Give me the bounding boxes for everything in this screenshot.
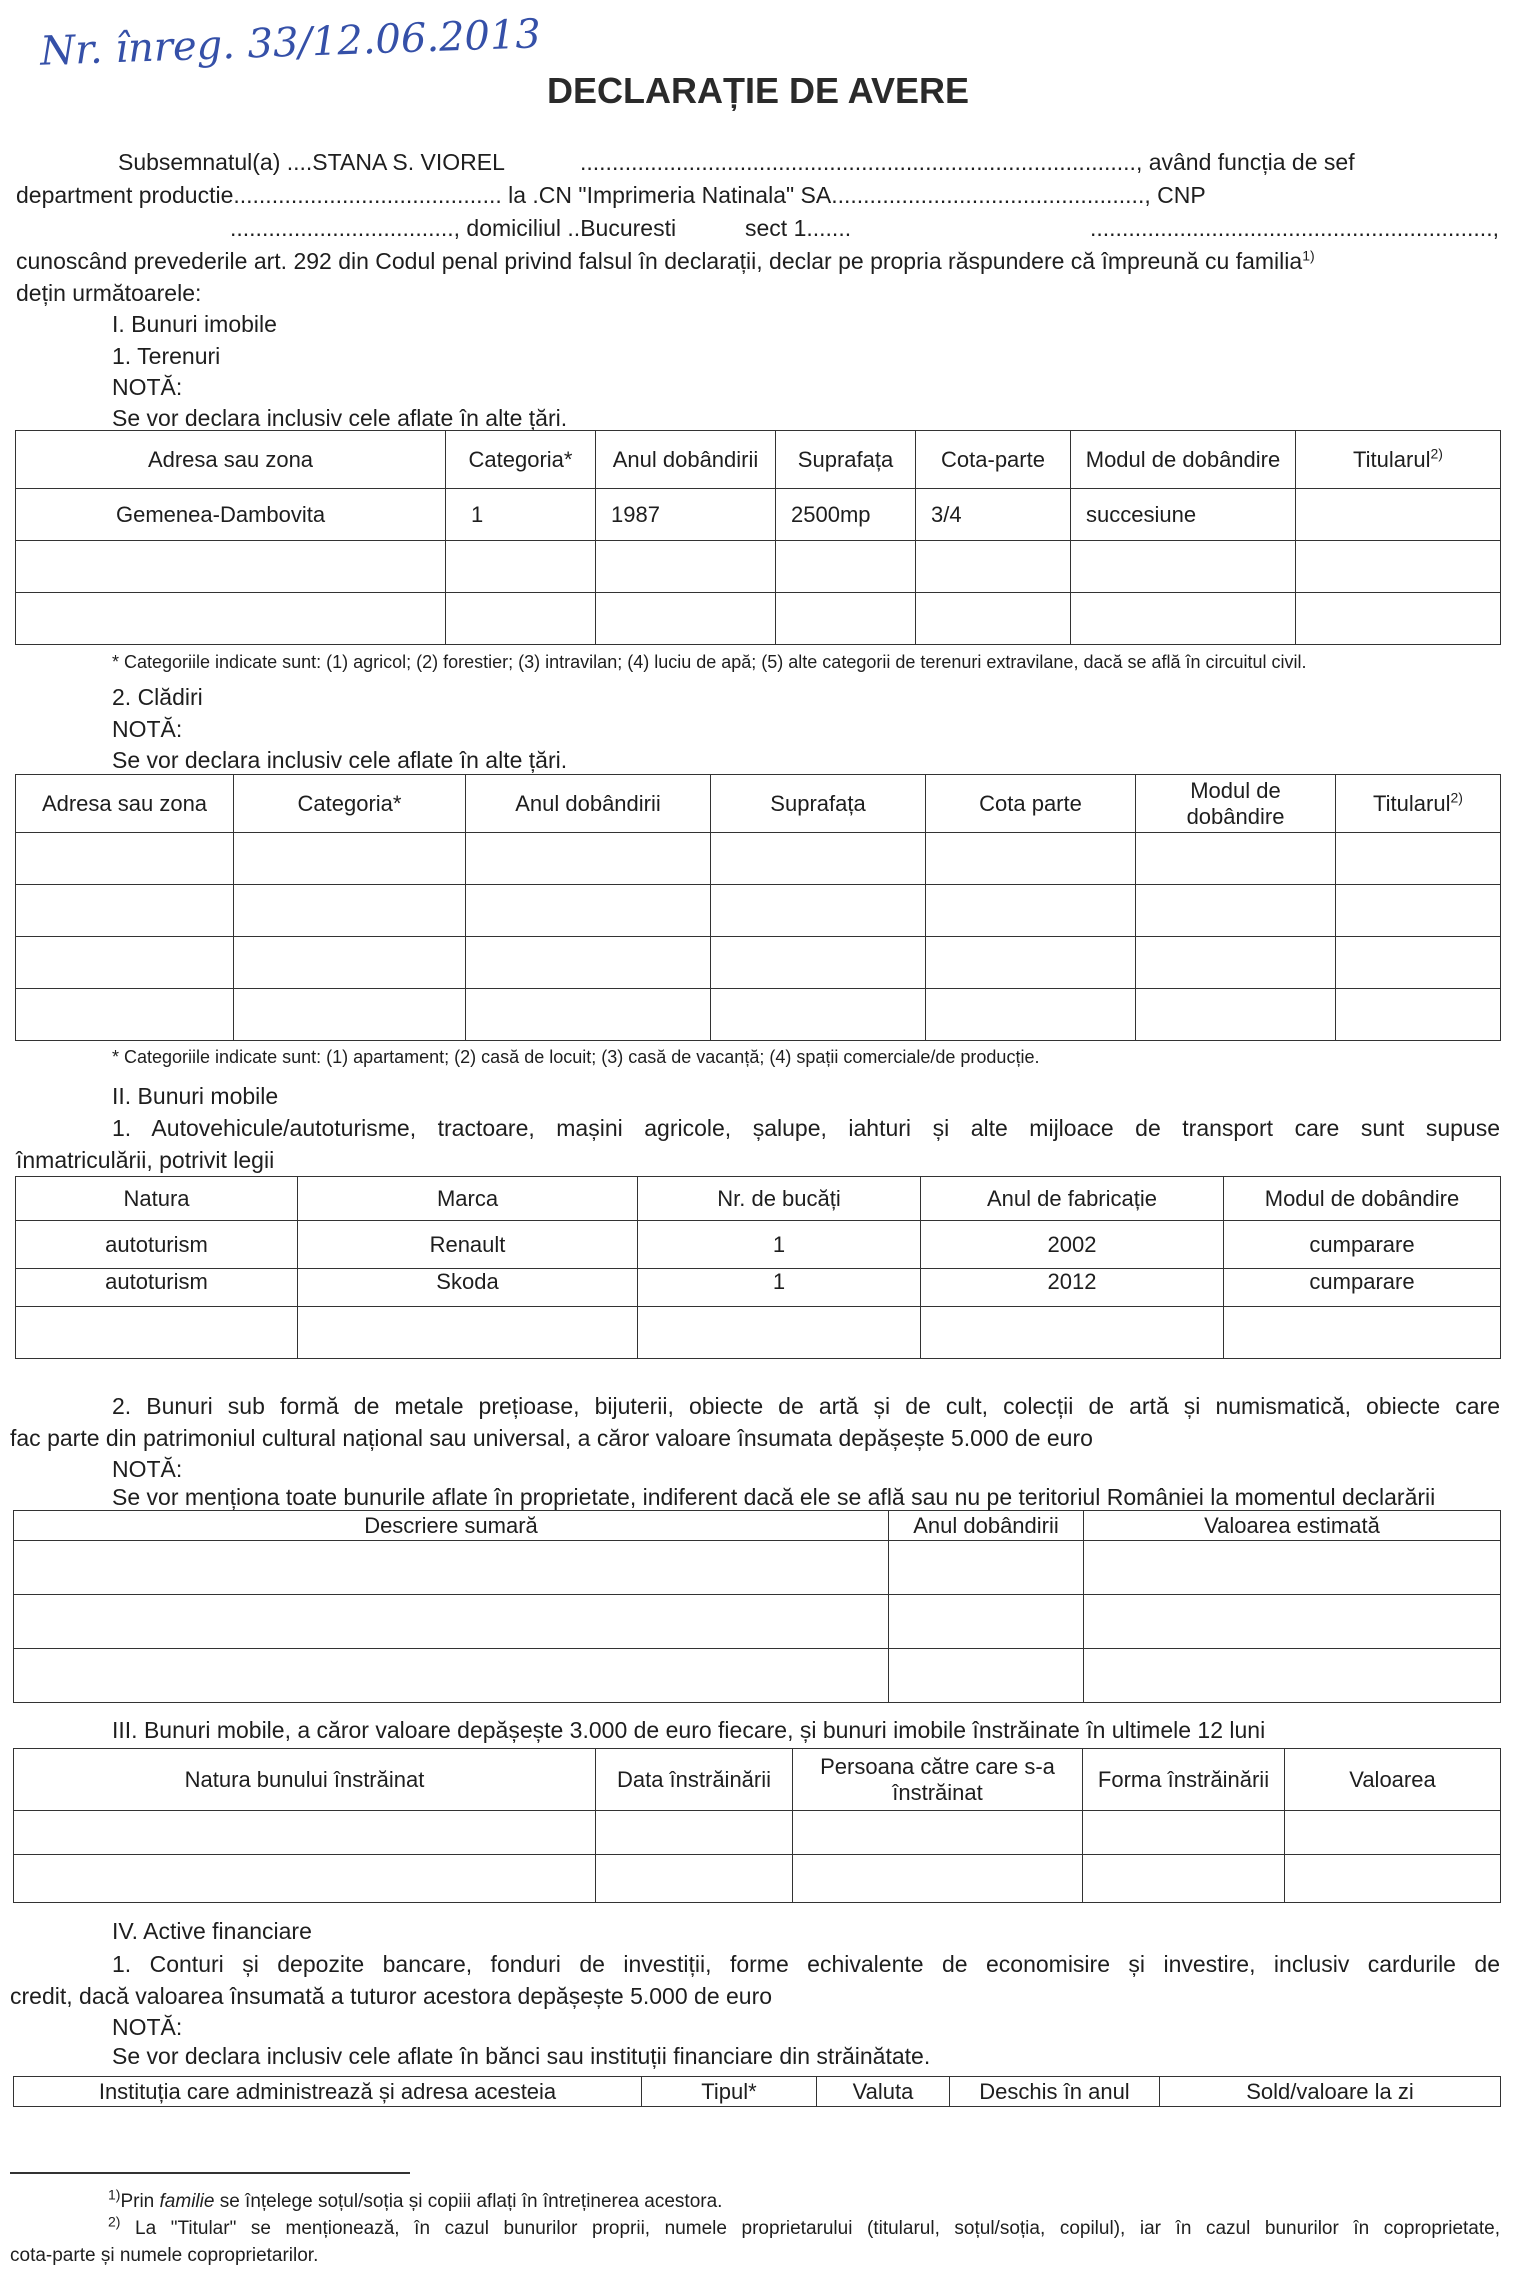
intro-line1-left: Subsemnatul(a) ....STANA S. VIOREL — [118, 149, 505, 175]
buildings-col-holder-text: Titularul — [1373, 790, 1451, 816]
buildings-col-mode: Modul de dobândire — [1136, 775, 1336, 833]
section1-nota-text: Se vor declara inclusiv cele aflate în alte țări. — [112, 405, 568, 431]
vehicles-cell: cumparare — [1224, 1221, 1501, 1269]
vehicles-cell: 2012 — [921, 1269, 1224, 1307]
intro-line1-right: ......................................................................................., având funcția de sef — [580, 149, 1355, 175]
alienated-col-person: Persoana către care s-a înstrăinat — [793, 1749, 1083, 1811]
vehicles-table-header — [16, 1177, 1501, 1221]
valuables-table-header — [14, 1511, 1501, 1541]
section2-sub1-line1: 1. Autovehicule/autoturisme, tractoare, mașini agricole, șalupe, iahturi și alte mijloace de transport care sunt supuse — [112, 1115, 1500, 1141]
intro-line4-sup: 1) — [1302, 247, 1315, 264]
section1-sub1: 1. Terenuri — [112, 343, 221, 369]
footnote-1-em: familie — [159, 2191, 215, 2212]
accounts-table — [13, 2076, 1501, 2107]
accounts-col-type: Tipul* — [642, 2077, 817, 2107]
land-row-empty — [16, 593, 1501, 645]
alienated-table — [13, 1748, 1501, 1903]
accounts-table-header — [14, 2077, 1501, 2107]
buildings-row-empty — [16, 989, 1501, 1041]
vehicles-cell: cumparare — [1224, 1269, 1501, 1307]
land-col-year: Anul dobândirii — [596, 431, 776, 489]
section1-nota2-text: Se vor declara inclusiv cele aflate în alte țări. — [112, 747, 568, 773]
vehicles-row-empty — [16, 1307, 1501, 1359]
intro-line4 — [16, 247, 1315, 275]
buildings-col-share: Cota parte — [926, 775, 1136, 833]
land-table-header — [16, 431, 1501, 489]
land-footnote: * Categoriile indicate sunt: (1) agricol; (2) forestier; (3) intravilan; (4) luciu de apă; (5) alte categorii de terenuri extravilane, dacă se află în circuitul civil. — [112, 652, 1307, 672]
land-col-mode: Modul de dobândire — [1071, 431, 1296, 489]
registration-handwritten-note: Nr. înreg. 33/12.06.2013 — [39, 11, 542, 75]
section4-heading: IV. Active financiare — [112, 1918, 312, 1944]
valuables-row-empty — [14, 1595, 1501, 1649]
intro-line4-text: cunoscând prevederile art. 292 din Codul penal privind falsul în declarații, declar pe propria răspundere că împreună cu familia — [16, 248, 1303, 274]
valuables-row-empty — [14, 1649, 1501, 1703]
buildings-row-empty — [16, 833, 1501, 885]
valuables-col-description: Descriere sumară — [14, 1511, 889, 1541]
valuables-col-value: Valoarea estimată — [1084, 1511, 1501, 1541]
land-cell-surface: 2500mp — [776, 489, 916, 541]
buildings-col-holder-sup: 2) — [1450, 789, 1463, 806]
land-col-surface: Suprafața — [776, 431, 916, 489]
land-cell-share: 3/4 — [916, 489, 1071, 541]
section1-nota: NOTĂ: — [112, 374, 183, 400]
accounts-col-opened: Deschis în anul — [950, 2077, 1160, 2107]
vehicles-cell: Skoda — [298, 1269, 638, 1307]
section4-nota-text: Se vor declara inclusiv cele aflate în bănci sau instituții financiare din străinătate. — [112, 2043, 931, 2069]
land-table — [15, 430, 1501, 645]
buildings-row-empty — [16, 937, 1501, 989]
buildings-col-address: Adresa sau zona — [16, 775, 234, 833]
land-row-1 — [16, 489, 1501, 541]
vehicles-cell: 1 — [638, 1269, 921, 1307]
vehicles-col-count: Nr. de bucăți — [638, 1177, 921, 1221]
section4-sub1-line1: 1. Conturi și depozite bancare, fonduri de investiții, forme echivalente de economisire și investire, inclusiv cardurile de — [112, 1951, 1500, 1977]
buildings-footnote: * Categoriile indicate sunt: (1) apartament; (2) casă de locuit; (3) casă de vacanță; (4) spații comerciale/de producție. — [112, 1047, 1040, 1067]
land-col-holder — [1296, 431, 1501, 489]
section1-nota2: NOTĂ: — [112, 716, 183, 742]
section2-sub2-line1: 2. Bunuri sub formă de metale prețioase, bijuterii, obiecte de artă și de cult, colecții de artă și numismatică, obiecte care — [112, 1393, 1500, 1419]
vehicles-row-1 — [16, 1221, 1501, 1269]
vehicles-cell: autoturism — [16, 1221, 298, 1269]
buildings-col-year: Anul dobândirii — [466, 775, 711, 833]
land-col-address: Adresa sau zona — [16, 431, 446, 489]
footnote-1-post: se înțelege soțul/soția și copiii aflați în întreținerea acestora. — [214, 2191, 723, 2212]
alienated-col-value: Valoarea — [1285, 1749, 1501, 1811]
alienated-row-empty — [14, 1811, 1501, 1855]
alienated-col-date: Data înstrăinării — [596, 1749, 793, 1811]
accounts-col-institution: Instituția care administrează și adresa acesteia — [14, 2077, 642, 2107]
footnote-2-text: La "Titular" se menționează, în cazul bunurilor proprii, numele proprietarului (titularul, soțul/soția, copilul), iar în cazul bunurilor în coproprietate, — [135, 2218, 1500, 2239]
footnote-2-num: 2) — [108, 2213, 121, 2230]
section2-nota: NOTĂ: — [112, 1456, 183, 1482]
alienated-col-nature: Natura bunului înstrăinat — [14, 1749, 596, 1811]
land-cell-holder — [1296, 489, 1501, 541]
section1-sub2: 2. Clădiri — [112, 684, 203, 710]
footnote-2-line1 — [108, 2213, 1500, 2242]
land-cell-address: Gemenea-Dambovita — [16, 489, 446, 541]
section4-nota: NOTĂ: — [112, 2014, 183, 2040]
vehicles-col-brand: Marca — [298, 1177, 638, 1221]
land-cell-year: 1987 — [596, 489, 776, 541]
vehicles-col-type: Natura — [16, 1177, 298, 1221]
section1-heading: I. Bunuri imobile — [112, 311, 277, 337]
land-cell-mode: succesiune — [1071, 489, 1296, 541]
intro-line3a: ..................................., domiciliul ..Bucuresti — [230, 215, 677, 241]
document-title: DECLARAȚIE DE AVERE — [546, 70, 970, 111]
vehicles-table — [15, 1176, 1501, 1359]
land-col-holder-text: Titularul — [1353, 446, 1431, 472]
land-col-share: Cota-parte — [916, 431, 1071, 489]
intro-line2: department productie.......................................... la .CN "Imprimeria Natinala" SA................................................., CNP — [16, 182, 1206, 208]
buildings-row-empty — [16, 885, 1501, 937]
land-col-holder-sup: 2) — [1430, 445, 1443, 462]
footnote-2-line2: cota-parte și numele coproprietarilor. — [10, 2245, 319, 2266]
section2-sub2-line2: fac parte din patrimoniul cultural național sau universal, a căror valoare însumata depășește 5.000 de euro — [10, 1425, 1093, 1451]
section2-heading: II. Bunuri mobile — [112, 1083, 279, 1109]
vehicles-cell: autoturism — [16, 1269, 298, 1307]
alienated-row-empty — [14, 1855, 1501, 1903]
buildings-col-category: Categoria* — [234, 775, 466, 833]
accounts-col-currency: Valuta — [817, 2077, 950, 2107]
land-col-category: Categoria* — [446, 431, 596, 489]
footnote-1-num: 1) — [108, 2186, 121, 2203]
vehicles-row-2 — [16, 1269, 1501, 1307]
valuables-col-year: Anul dobândirii — [889, 1511, 1084, 1541]
section2-sub1-line2: înmatriculării, potrivit legii — [16, 1147, 275, 1173]
alienated-table-header — [14, 1749, 1501, 1811]
intro-line3b: sect 1....... — [745, 215, 852, 241]
intro-line3c: ..............................................................., — [1090, 215, 1499, 241]
buildings-col-holder — [1336, 775, 1501, 833]
section2-nota-text: Se vor menționa toate bunurile aflate în proprietate, indiferent dacă ele se află sau nu pe teritoriul României la momentul declarării — [112, 1484, 1436, 1510]
buildings-table — [15, 774, 1501, 1041]
section3-heading: III. Bunuri mobile, a căror valoare depășește 3.000 de euro fiecare, și bunuri imobile înstrăinate în ultimele 12 luni — [112, 1717, 1266, 1743]
intro-line5: dețin următoarele: — [16, 280, 202, 306]
land-cell-category: 1 — [446, 489, 596, 541]
section4-sub1-line2: credit, dacă valoarea însumată a tuturor acestora depășește 5.000 de euro — [10, 1983, 773, 2009]
footnote-separator — [10, 2172, 410, 2174]
valuables-table — [13, 1510, 1501, 1703]
valuables-row-empty — [14, 1541, 1501, 1595]
vehicles-cell: Renault — [298, 1221, 638, 1269]
vehicles-col-mode: Modul de dobândire — [1224, 1177, 1501, 1221]
land-row-empty — [16, 541, 1501, 593]
footnote-1 — [108, 2188, 722, 2216]
vehicles-col-year: Anul de fabricație — [921, 1177, 1224, 1221]
vehicles-cell: 2002 — [921, 1221, 1224, 1269]
accounts-col-balance: Sold/valoare la zi — [1160, 2077, 1501, 2107]
buildings-table-header — [16, 775, 1501, 833]
vehicles-cell: 1 — [638, 1221, 921, 1269]
alienated-col-form: Forma înstrăinării — [1083, 1749, 1285, 1811]
buildings-col-surface: Suprafața — [711, 775, 926, 833]
footnote-1-pre: Prin — [120, 2191, 160, 2212]
